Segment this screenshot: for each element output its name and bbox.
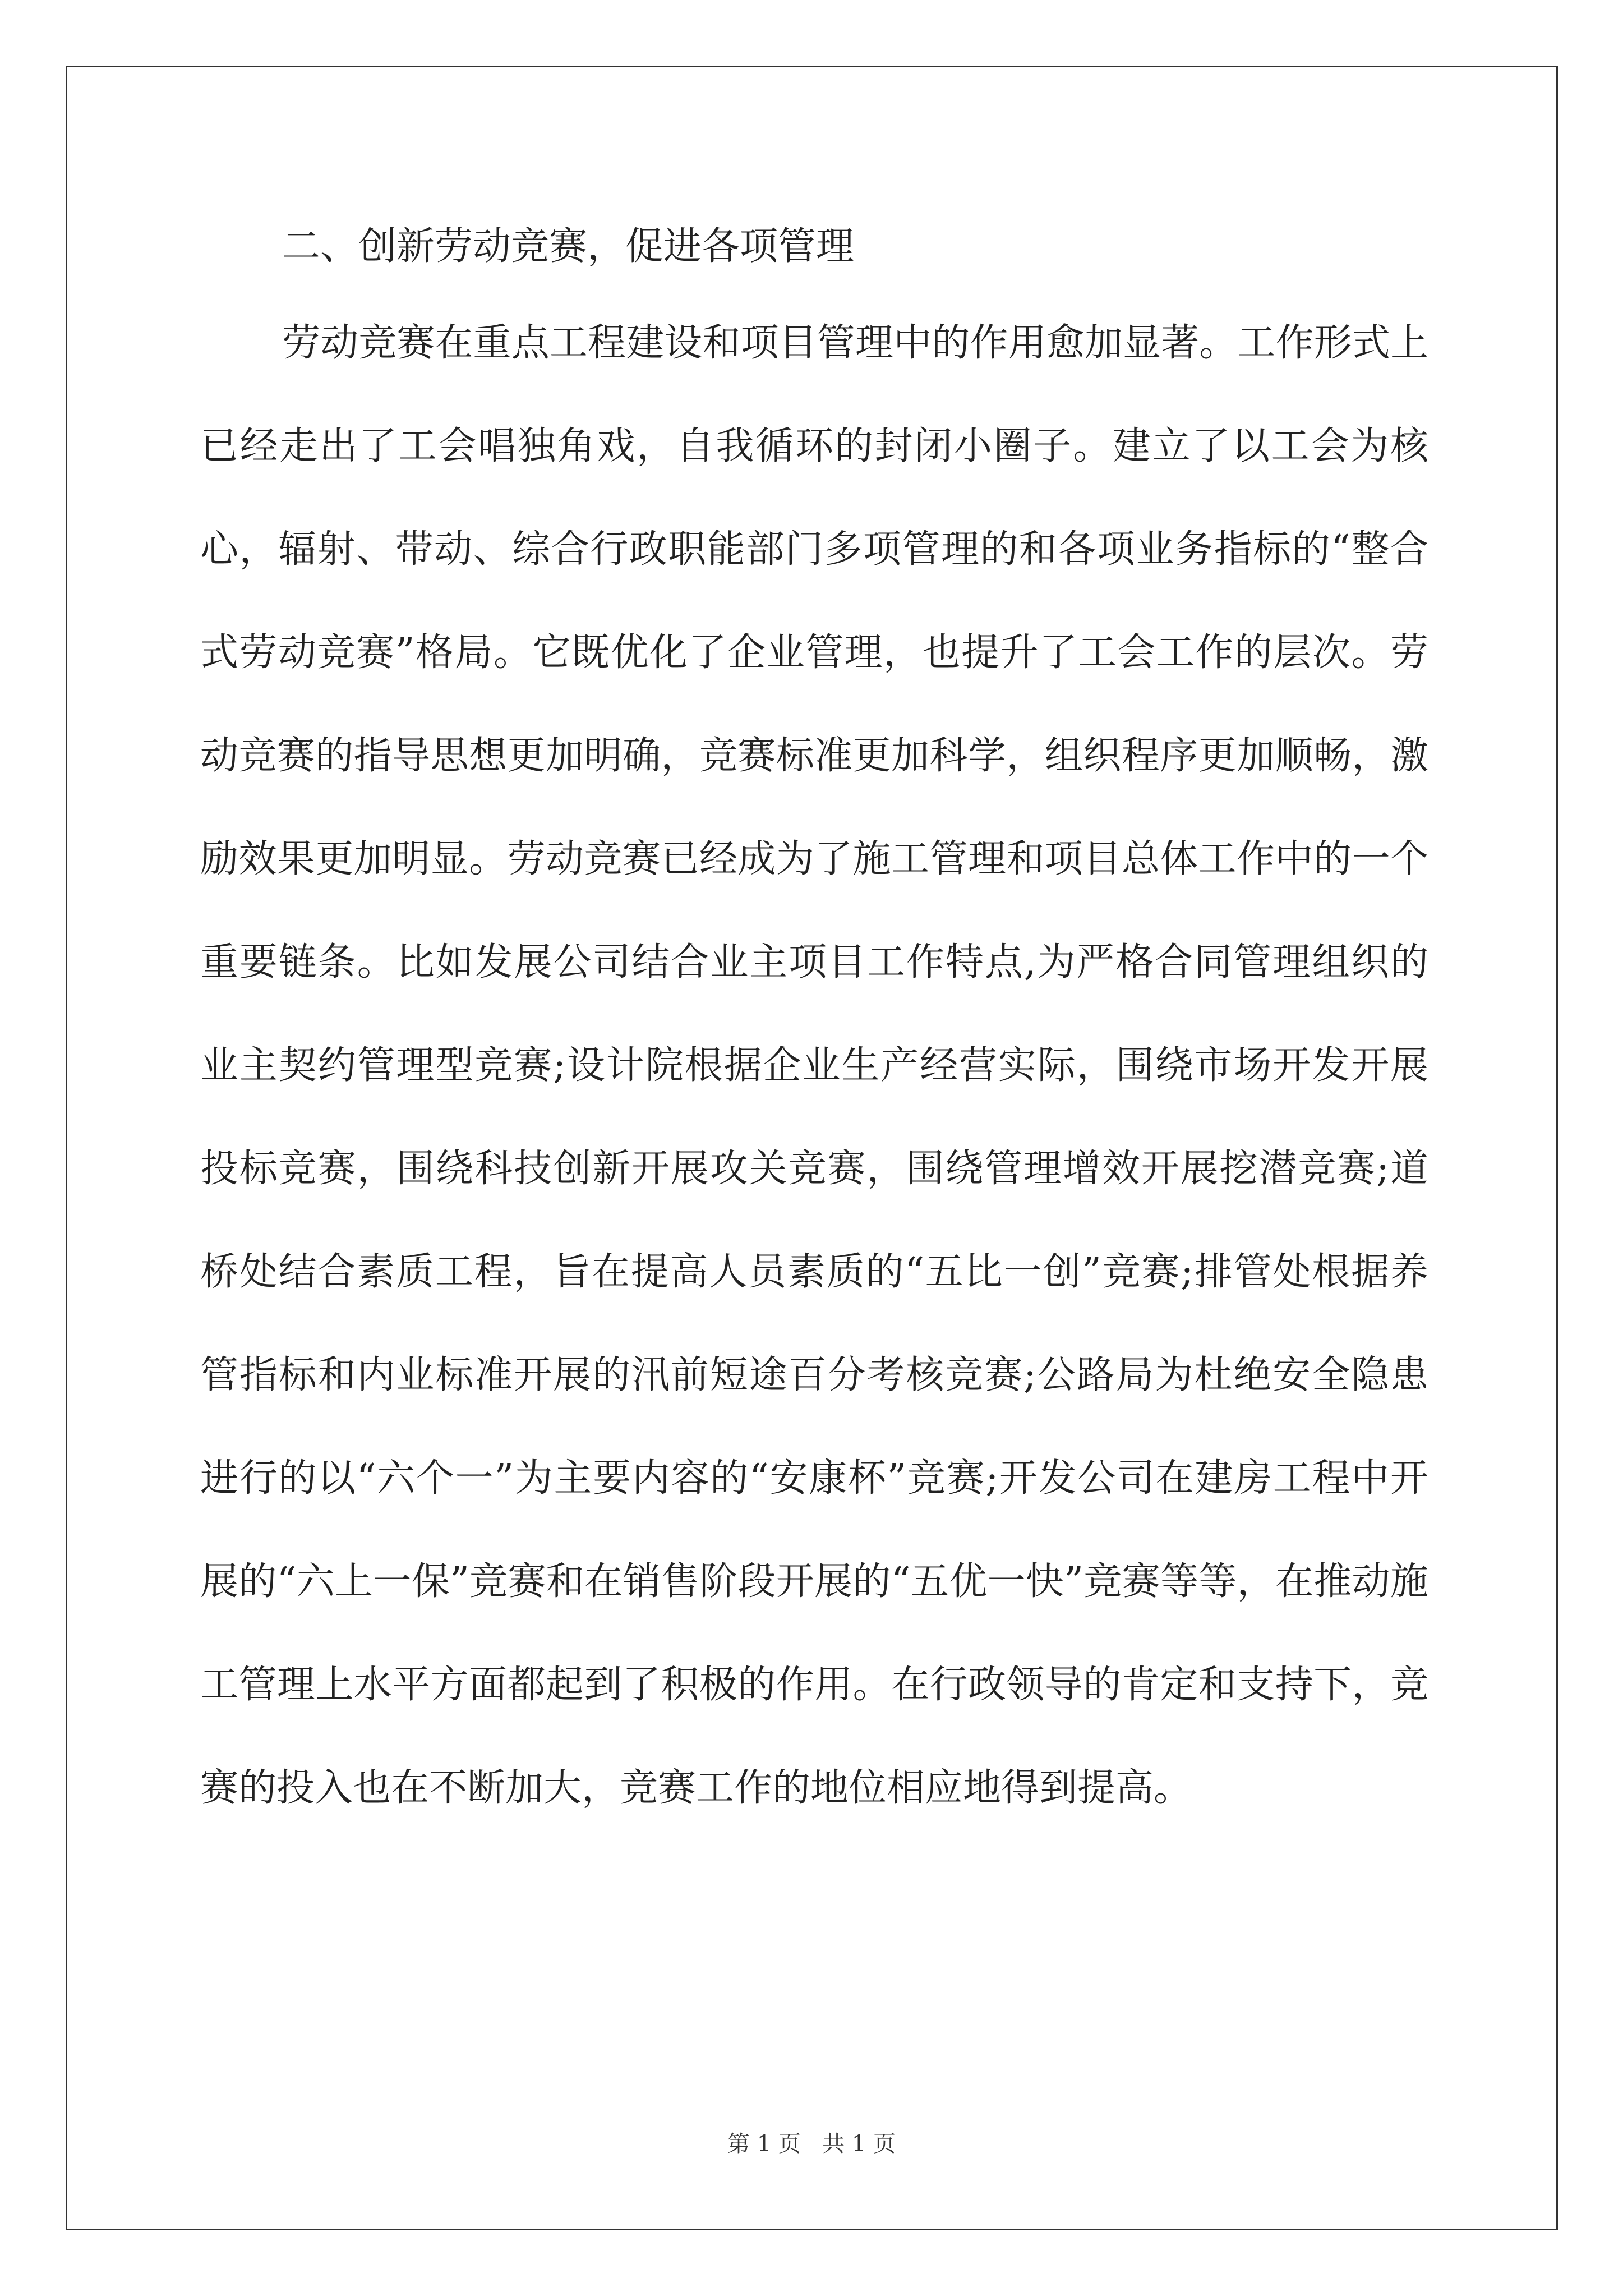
body-paragraph: 劳动竞赛在重点工程建设和项目管理中的作用愈加显著。工作形式上已经走出了工会唱独角戏，自我循环的封闭小圈子。建立了以工会为核心，辐射、带动、综合行政职能部门多项管理的和各项业务指标的“整合式劳动竞赛”格局。它既优化了企业管理，也提升了工会工作的层次。劳动竞赛的指导思想更加明确，竞赛标准更加科学，组织程序更加顺畅，激励效果更加明显。劳动竞赛已经成为了施工管理和项目总体工作中的一个重要链条。比如发展公司结合业主项目工作特点,为严格合同管理组织的业主契约管理型竞赛;设计院根据企业生产经营实际，围绕市场开发开展投标竞赛，围绕科技创新开展攻关竞赛，围绕管理增效开展挖潜竞赛;道桥处结合素质工程，旨在提高人员素质的“五比一创”竞赛;排管处根据养管指标和内业标准开展的汛前短途百分考核竞赛;公路局为杜绝安全隐患进行的以“六个一”为主要内容的“安康杯”竞赛;开发公司在建房工程中开展的“六上一保”竞赛和在销售阶段开展的“五优一快”竞赛等等，在推动施工管理上水平方面都起到了积极的作用。在行政领导的肯定和支持下，竞赛的投入也在不断加大，竞赛工作的地位相应地得到提高。 bbox=[200, 321, 1428, 1810]
section-heading: 二、创新劳动竞赛，促进各项管理 bbox=[282, 224, 855, 269]
document-body bbox=[200, 202, 1428, 1840]
page-footer: 第 1 页 共 1 页 bbox=[727, 2131, 896, 2157]
